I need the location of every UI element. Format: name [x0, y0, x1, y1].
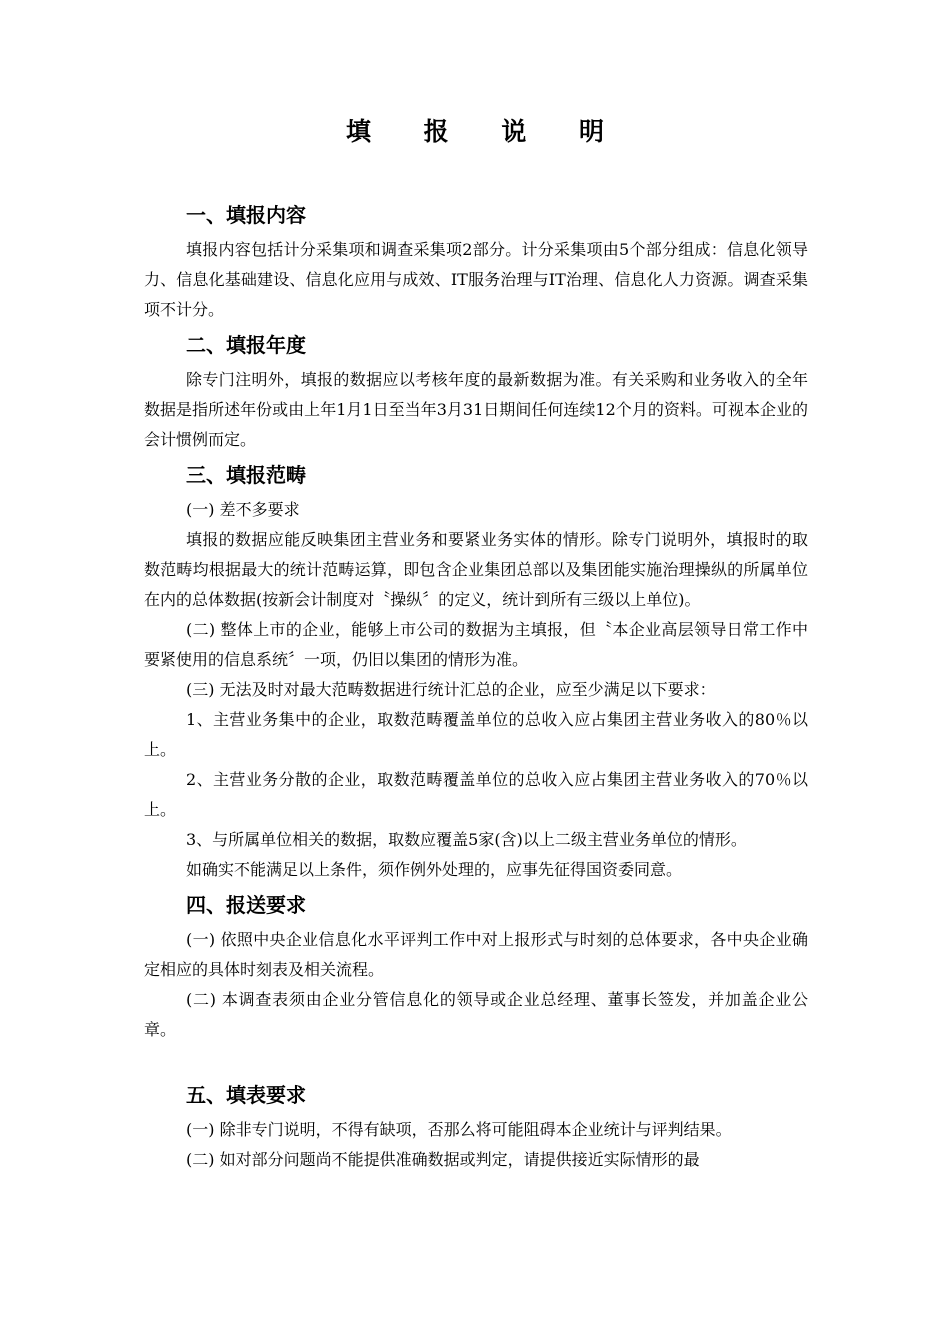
paragraph: 除专门注明外，填报的数据应以考核年度的最新数据为准。有关采购和业务收入的全年数据是指所述年份或由上年1月1日至当年3月31日期间任何连续12个月的资料。可视本企业的会计惯例而定。 — [144, 370, 808, 449]
paragraph: 如确实不能满足以上条件，须作例外处理的，应事先征得国资委同意。 — [186, 860, 683, 879]
paragraph: 填报的数据应能反映集团主营业务和要紧业务实体的情形。除专门说明外，填报时的取数范畴均根据最大的统计范畴运算，即包含企业集团总部以及集团能实施治理操纵的所属单位在内的总体数据(按新会计制度对〝操纵〞的定义，统计到所有三级以上单位)。 — [144, 530, 808, 609]
paragraph: 3、与所属单位相关的数据，取数应覆盖5家(含)以上二级主营业务单位的情形。 — [186, 830, 747, 849]
section-heading-content: 一、填报内容 — [186, 203, 306, 227]
section-heading-submission: 四、报送要求 — [186, 893, 306, 917]
document-title: 填 报 说 明 — [345, 117, 627, 146]
paragraph: (二) 整体上市的企业，能够上市公司的数据为主填报，但〝本企业高层领导日常工作中要紧使用的信息系统〞一项，仍旧以集团的情形为准。 — [144, 620, 808, 669]
paragraph: 2、主营业务分散的企业，取数范畴覆盖单位的总收入应占集团主营业务收入的70％以上。 — [144, 770, 808, 819]
section-heading-form-requirements: 五、填表要求 — [186, 1083, 306, 1107]
document-body — [144, 195, 808, 1175]
paragraph: 填报内容包括计分采集项和调查采集项2部分。计分采集项由5个部分组成：信息化领导力、信息化基础建设、信息化应用与成效、IT服务治理与IT治理、信息化人力资源。调查采集项不计分。 — [144, 240, 808, 319]
section-heading-year: 二、填报年度 — [186, 333, 306, 357]
paragraph: (一) 依照中央企业信息化水平评判工作中对上报形式与时刻的总体要求，各中央企业确定相应的具体时刻表及相关流程。 — [144, 930, 808, 979]
paragraph: (二) 本调查表须由企业分管信息化的领导或企业总经理、董事长签发，并加盖企业公章。 — [144, 990, 808, 1039]
paragraph: (二) 如对部分问题尚不能提供准确数据或判定，请提供接近实际情形的最 — [186, 1150, 700, 1169]
paragraph: (三) 无法及时对最大范畴数据进行统计汇总的企业，应至少满足以下要求： — [186, 680, 716, 699]
spacer — [144, 1045, 808, 1075]
paragraph: (一) 除非专门说明，不得有缺项，否那么将可能阻碍本企业统计与评判结果。 — [186, 1120, 732, 1139]
section-heading-scope: 三、填报范畴 — [186, 463, 306, 487]
paragraph: (一) 差不多要求 — [186, 500, 300, 519]
paragraph: 1、主营业务集中的企业，取数范畴覆盖单位的总收入应占集团主营业务收入的80％以上。 — [144, 710, 808, 759]
